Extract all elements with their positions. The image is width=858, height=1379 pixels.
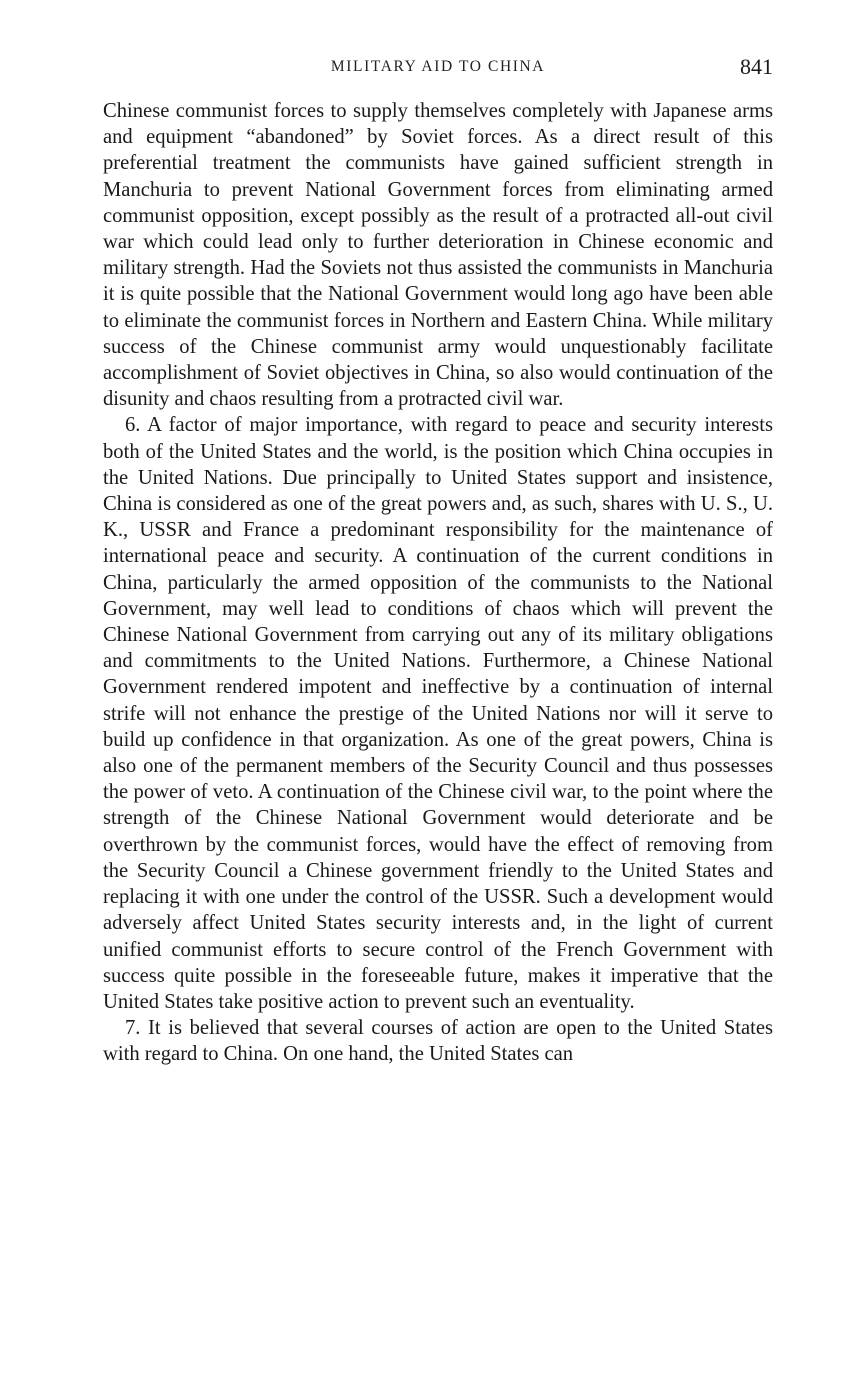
paragraph-6: 6. A factor of major importance, with regard to peace and security interests both of the United States and the world, is the position which China occupies in the United Nations. Due principally to United States support and insistence, China is considered as one of the great powers and, as such, shares with U. S., U. K., USSR and France a predominant responsibility for the maintenance of international peace and security. A continuation of the current conditions in China, particularly the armed opposition of the communists to the National Government, may well lead to conditions of chaos which will prevent the Chinese National Government from carrying out any of its military obligations and commitments to the United Nations. Furthermore, a Chinese National Government rendered impotent and ineffective by a continuation of internal strife will not enhance the prestige of the United Nations nor will it serve to build up confidence in that organization. As one of the great powers, China is also one of the permanent members of the Security Council and thus possesses the power of veto. A continuation of the Chinese civil war, to the point where the strength of the Chinese National Government would deteriorate and be overthrown by the communist forces, would have the effect of removing from the Security Council a Chinese government friendly to the United States and replacing it with one under the control of the USSR. Such a development would adversely affect United States security interests and, in the light of current unified communist efforts to secure control of the French Government with success quite possible in the foreseeable future, makes it imperative that the United States take positive action to prevent such an eventuality. [103,414,773,1013]
paragraph-7: 7. It is believed that several courses of action are open to the United States with regard to China. On one hand, the United States can [103,1017,773,1066]
page-number: 841 [740,54,773,79]
running-head [103,56,773,82]
running-title: MILITARY AID TO CHINA [330,58,546,75]
body-text [103,98,773,1068]
paragraph-continuation: Chinese communist forces to supply themselves completely with Japanese arms and equipment “abandoned” by Soviet forces. As a direct result of this preferential treatment the communists have gained sufficient strength in Manchuria to prevent National Government forces from eliminating armed communist opposition, except possibly as the result of a protracted all-out civil war which could lead only to further deterioration in Chinese economic and military strength. Had the Soviets not thus assisted the communists in Manchuria it is quite possible that the National Government would long ago have been able to eliminate the communist forces in Northern and Eastern China. While military success of the Chinese communist army would unquestionably facilitate accomplishment of Soviet objectives in China, so also would continuation of the disunity and chaos resulting from a protracted civil war. [103,100,773,411]
